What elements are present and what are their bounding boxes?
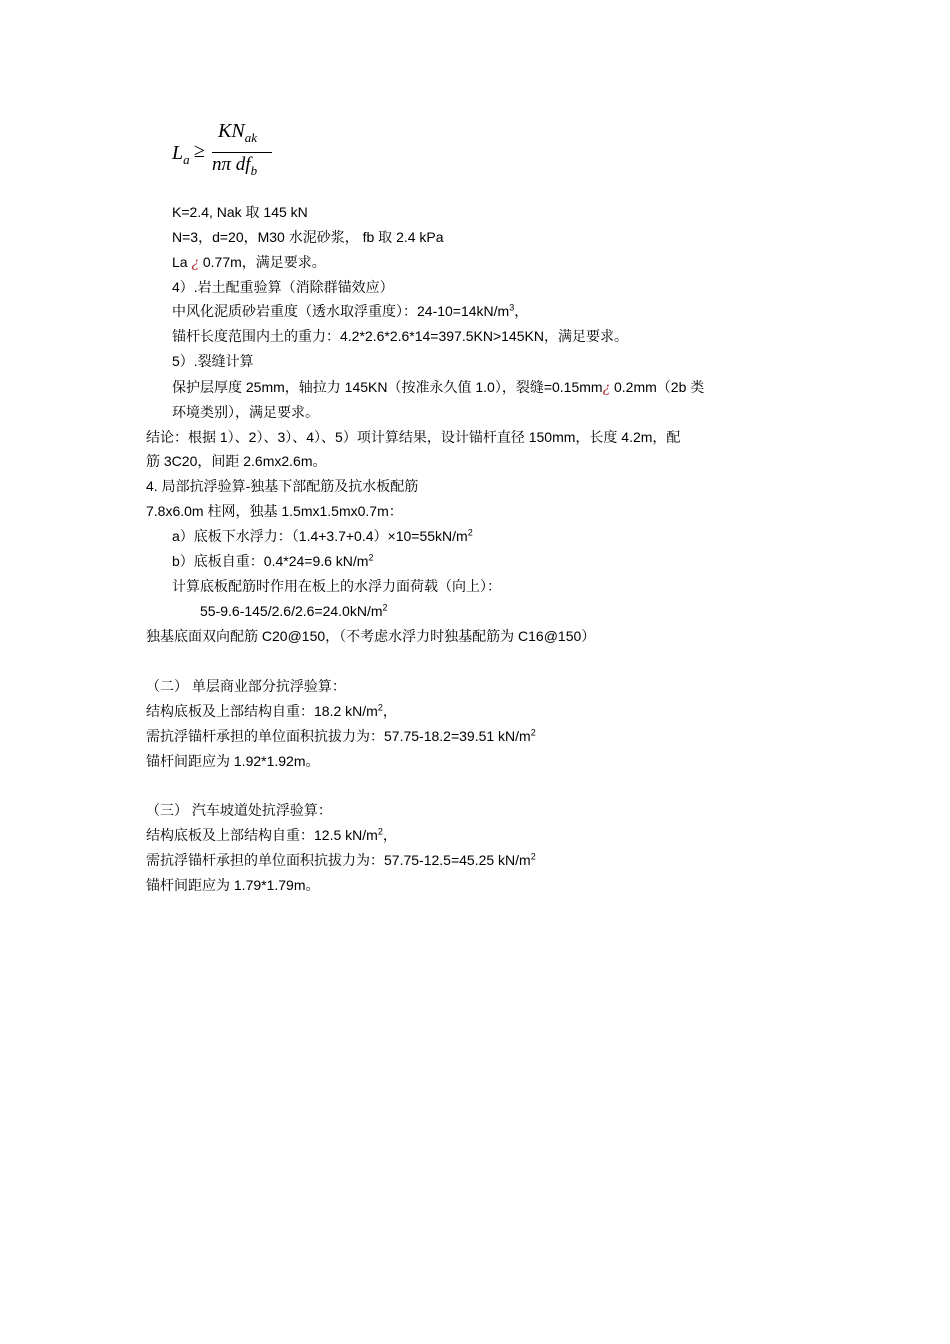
section-2-spacing: 锚杆间距应为 1.92*1.92m。 (146, 753, 320, 769)
soil-gravity-line: 锚杆长度范围内土的重力：4.2*2.6*2.6*14=397.5KN>145KN，满足要求。 (172, 328, 628, 344)
formula-denominator: nπ $df_b$ (212, 154, 258, 178)
section-3-heading: （三） 汽车坡道处抗浮验算： (146, 802, 332, 818)
la-result-line: La ¿ 0.77m，满足要求。 (172, 254, 326, 271)
crack-calc-line-cont: 环境类别），满足要求。 (172, 404, 319, 420)
uplift-pressure-line: a）底板下水浮力：$(1.4+3.7+0.4)\times 10=55kN/m^2$ (172, 527, 473, 544)
symbol-placeholder: ¿ (191, 255, 199, 271)
param-k-line: K=2.4, Nak 取 145 kN (172, 204, 308, 220)
section-3-self-weight: 结构底板及上部结构自重：12.5 $kN/m^2$， (146, 826, 397, 843)
section-5-heading: 5）.裂缝计算 (172, 353, 254, 369)
slab-weight-line: b）底板自重：0.4*24=9.6 $kN/m^2$ (172, 552, 374, 569)
column-grid-line: 7.8x6.0m 柱网，独基 1.5mx1.5mx0.7m： (146, 503, 403, 519)
slab-load-line: 计算底板配筋时作用在板上的水浮力面荷载（向上）： (172, 578, 501, 594)
formula-fraction-bar (212, 152, 272, 153)
param-n-line: N=3，d=20，M30 水泥砂浆， fb 取 2.4 kPa (172, 229, 444, 245)
section-4-heading: 4）.岩土配重验算（消除群锚效应） (172, 279, 394, 295)
section-2-uplift: 需抗浮锚杆承担的单位面积抗拔力为：57.75-18.2=39.51 $kN/m^2$ (146, 727, 536, 744)
crack-calc-line: 保护层厚度 25mm，轴拉力 145KN（按准永久值 1.0），裂缝=0.15mm¿ 0.2mm（2b 类 (172, 379, 705, 396)
conclusion-line: 结论：根据 1）、2）、3）、4）、5）项计算结果，设计锚杆直径 150mm，长度 4.2m，配 (146, 429, 681, 445)
footing-rebar-line: 独基底面双向配筋 C20@150，（不考虑水浮力时独基配筋为 C16@150） (146, 628, 596, 644)
conclusion-line-cont: 筋 3C20，间距 2.6mx2.6m。 (146, 453, 327, 469)
formula-numerator: $KN_{ak}$ (218, 120, 257, 145)
anchor-length-formula (172, 118, 292, 188)
rock-weight-line: 中风化泥质砂岩重度（透水取浮重度）：$24-10=14kN/m^3$， (172, 302, 529, 319)
formula-geq-sign: ≥ (194, 140, 205, 162)
symbol-placeholder: ¿ (602, 380, 611, 396)
slab-load-value: $55-9.6-145/2.6/2.6=24.0kN/m^2$ (200, 602, 388, 619)
section-3-spacing: 锚杆间距应为 1.79*1.79m。 (146, 877, 320, 893)
section-2-self-weight: 结构底板及上部结构自重：18.2 $kN/m^2$， (146, 702, 397, 719)
section-3-uplift: 需抗浮锚杆承担的单位面积抗拔力为：57.75-12.5=45.25 $kN/m^2$ (146, 851, 536, 868)
section-2-heading: （二） 单层商业部分抗浮验算： (146, 678, 346, 694)
formula-lhs: $L_a$ (172, 142, 190, 167)
local-buoyancy-heading: 4. 局部抗浮验算-独基下部配筋及抗水板配筋 (146, 478, 419, 494)
